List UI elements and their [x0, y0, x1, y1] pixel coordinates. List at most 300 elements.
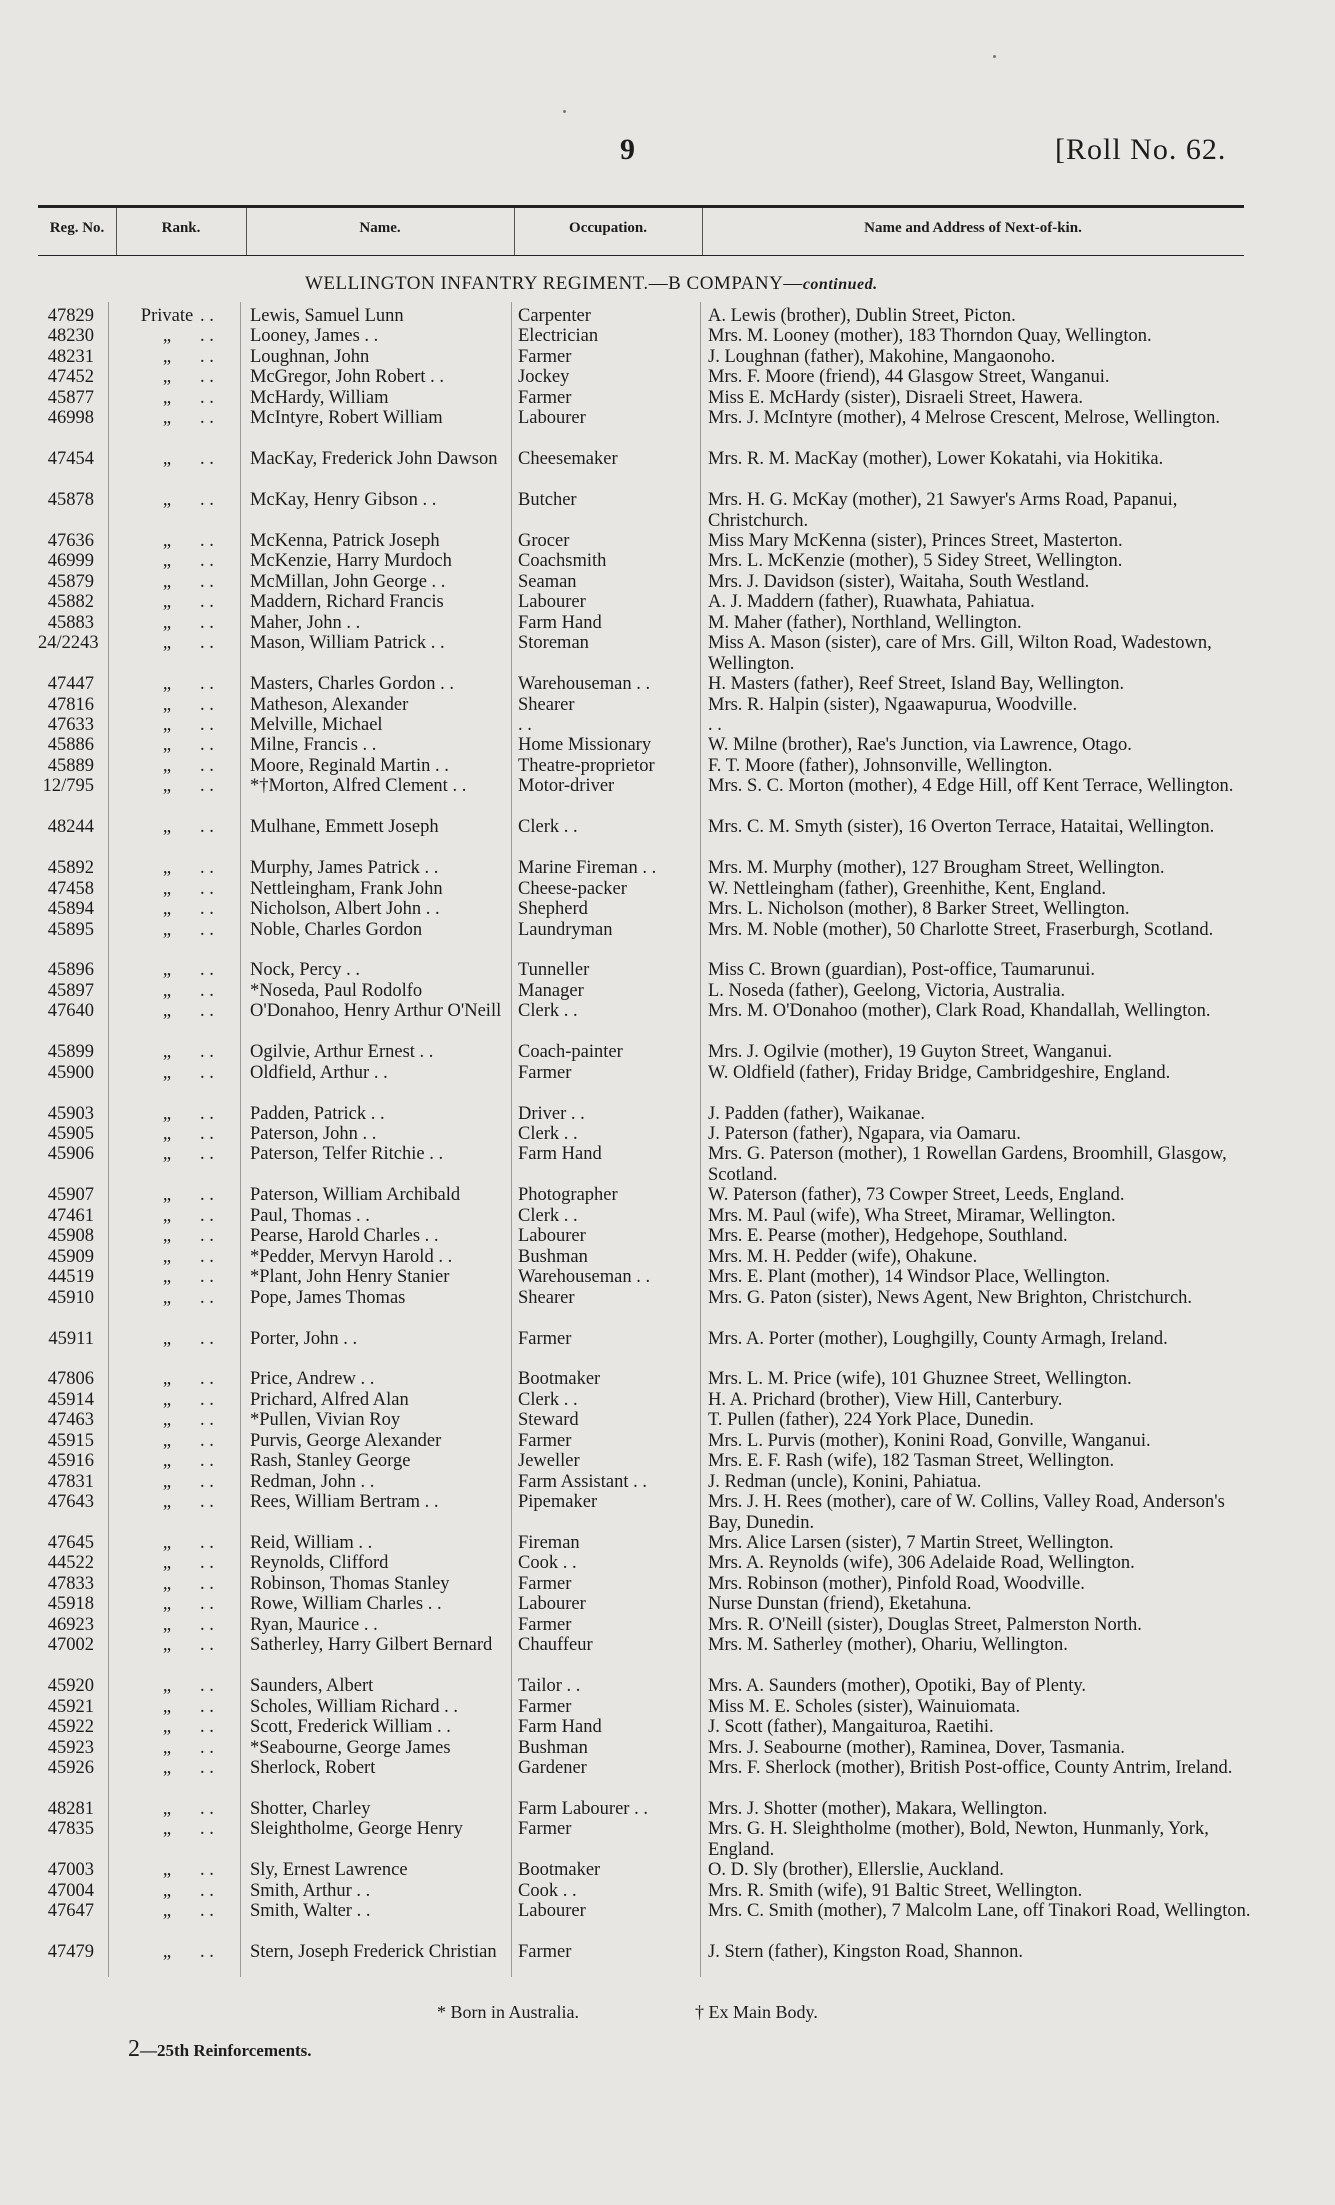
footnote-born-australia: * Born in Australia.	[437, 2002, 579, 2022]
occupation: Tunneller	[518, 960, 590, 981]
occupation: Coachsmith	[518, 551, 607, 572]
soldier-name: Shotter, Charley	[250, 1798, 371, 1819]
occupation: Cheesemaker	[518, 449, 618, 470]
leader-dots: . .	[200, 1226, 214, 1247]
rank: „	[162, 1144, 172, 1165]
reinforcements-label	[128, 2036, 312, 2063]
occupation: Grocer	[518, 530, 570, 551]
reg-number: 44522	[47, 1553, 94, 1574]
reg-number: 47002	[47, 1635, 94, 1656]
leader-dots: . .	[200, 1901, 214, 1922]
rank: „	[162, 1205, 172, 1226]
next-of-kin: Mrs. G. Paton (sister), News Agent, New Brighton, Christchurch.	[708, 1287, 1193, 1308]
rank: „	[162, 1880, 172, 1901]
reg-number: 45908	[47, 1226, 94, 1247]
next-of-kin: H. Masters (father), Reef Street, Island Bay, Wellington.	[708, 674, 1125, 695]
next-of-kin: Mrs. M. Looney (mother), 183 Thorndon Quay, Wellington.	[708, 326, 1152, 347]
next-of-kin: Mrs. E. Plant (mother), 14 Windsor Place, Wellington.	[708, 1267, 1110, 1288]
next-of-kin: . .	[708, 715, 722, 735]
occupation: Farmer	[518, 1430, 572, 1451]
next-of-kin: Mrs. R. M. MacKay (mother), Lower Kokatahi, via Hokitika.	[708, 449, 1164, 470]
occupation: Bushman	[518, 1246, 588, 1267]
column-divider	[511, 302, 512, 1977]
next-of-kin: A. J. Maddern (father), Ruawhata, Pahiatua.	[708, 592, 1035, 613]
reg-number: 45907	[47, 1185, 94, 1206]
leader-dots: . .	[200, 408, 214, 429]
footnote-ex-main-body: † Ex Main Body.	[695, 2002, 818, 2022]
next-of-kin: Mrs. E. F. Rash (wife), 182 Tasman Street, Wellington.	[708, 1451, 1115, 1472]
column-divider	[108, 302, 109, 1977]
leader-dots: . .	[200, 612, 214, 633]
paper-speck	[993, 55, 996, 58]
rank: „	[162, 612, 172, 633]
leader-dots: . .	[200, 592, 214, 613]
header-divider	[702, 208, 703, 255]
leader-dots: . .	[200, 1267, 214, 1288]
soldier-name: McKenzie, Harry Murdoch	[250, 551, 452, 572]
leader-dots: . .	[200, 387, 214, 408]
next-of-kin: Mrs. R. O'Neill (sister), Douglas Street, Palmerston North.	[708, 1614, 1142, 1635]
next-of-kin: Mrs. M. O'Donahoo (mother), Clark Road, Khandallah, Wellington.	[708, 1001, 1211, 1022]
occupation: Farmer	[518, 1696, 572, 1717]
soldier-name: Paterson, William Archibald	[250, 1185, 461, 1206]
occupation: Bootmaker	[518, 1369, 601, 1390]
leader-dots: . .	[200, 1246, 214, 1267]
rank: „	[162, 817, 172, 838]
occupation: Coach-painter	[518, 1042, 623, 1063]
rank: „	[162, 1696, 172, 1717]
occupation: . .	[518, 715, 532, 735]
reg-number: 47816	[47, 694, 94, 715]
soldier-name: O'Donahoo, Henry Arthur O'Neill	[250, 1001, 502, 1022]
soldier-name: Nettleingham, Frank John	[250, 878, 443, 899]
rank: „	[162, 1369, 172, 1390]
soldier-name: Redman, John . .	[250, 1471, 375, 1492]
reg-number: 45892	[47, 858, 94, 879]
occupation: Farm Hand	[518, 612, 602, 633]
next-of-kin: Mrs. J. Shotter (mother), Makara, Wellington.	[708, 1798, 1048, 1819]
paper-speck	[563, 110, 566, 113]
next-of-kin: J. Stern (father), Kingston Road, Shannon.	[708, 1942, 1023, 1962]
leader-dots: . .	[200, 1553, 214, 1574]
next-of-kin: Mrs. J. Ogilvie (mother), 19 Guyton Street, Wanganui.	[708, 1042, 1113, 1063]
soldier-name: Pearse, Harold Charles . .	[250, 1226, 439, 1247]
next-of-kin: Mrs. M. H. Pedder (wife), Ohakune.	[708, 1246, 978, 1267]
reg-number: 47463	[47, 1410, 94, 1431]
occupation: Labourer	[518, 592, 586, 613]
rank: „	[162, 899, 172, 920]
soldier-name: Pope, James Thomas	[250, 1287, 406, 1308]
reg-number: 45926	[47, 1757, 94, 1778]
next-of-kin: Miss Mary McKenna (sister), Princes Street, Masterton.	[708, 530, 1123, 551]
occupation: Laundryman	[518, 919, 613, 940]
soldier-name: Prichard, Alfred Alan	[250, 1389, 409, 1410]
rank: „	[162, 1635, 172, 1656]
leader-dots: . .	[200, 449, 214, 470]
soldier-name: McMillan, John George . .	[250, 571, 446, 592]
next-of-kin: J. Paterson (father), Ngapara, via Oamaru.	[708, 1124, 1021, 1144]
occupation: Marine Fireman . .	[518, 858, 657, 879]
reg-number: 45918	[47, 1594, 94, 1615]
leader-dots: . .	[200, 694, 214, 715]
occupation: Cook . .	[518, 1553, 577, 1574]
leader-dots: . .	[200, 899, 214, 920]
soldier-name: Stern, Joseph Frederick Christian	[250, 1942, 497, 1962]
reg-number: 47633	[47, 715, 94, 735]
next-of-kin: Mrs. M. Murphy (mother), 127 Brougham Street, Wellington.	[708, 858, 1165, 879]
reg-number: 47806	[47, 1369, 94, 1390]
rank: „	[162, 490, 172, 511]
next-of-kin: Mrs. L. McKenzie (mother), 5 Sidey Street, Wellington.	[708, 551, 1123, 572]
next-of-kin: Mrs. A. Saunders (mother), Opotiki, Bay of Plenty.	[708, 1676, 1087, 1697]
occupation: Cook . .	[518, 1880, 577, 1901]
occupation: Shearer	[518, 1287, 575, 1308]
occupation: Farm Hand	[518, 1144, 602, 1165]
soldier-name: Price, Andrew . .	[250, 1369, 375, 1390]
occupation: Bootmaker	[518, 1860, 601, 1881]
rank: „	[162, 387, 172, 408]
next-of-kin: Mrs. M. Paul (wife), Wha Street, Miramar, Wellington.	[708, 1205, 1116, 1226]
soldier-name: Maher, John . .	[250, 612, 361, 633]
reg-number: 47452	[47, 367, 94, 388]
rank: „	[162, 1573, 172, 1594]
occupation: Cheese-packer	[518, 878, 627, 899]
soldier-name: *Pullen, Vivian Roy	[250, 1410, 401, 1431]
rank: „	[162, 1901, 172, 1922]
leader-dots: . .	[200, 1410, 214, 1431]
soldier-name: Padden, Patrick . .	[250, 1103, 385, 1124]
rank: „	[162, 1819, 172, 1840]
column-divider	[700, 302, 701, 1977]
occupation: Chauffeur	[518, 1635, 593, 1656]
rank: „	[162, 1533, 172, 1553]
occupation: Fireman	[518, 1533, 580, 1553]
soldier-name: Ryan, Maurice . .	[250, 1614, 378, 1635]
next-of-kin: Mrs. S. C. Morton (mother), 4 Edge Hill, off Kent Terrace, Wellington.	[708, 776, 1234, 797]
occupation: Farmer	[518, 1614, 572, 1635]
leader-dots: . .	[200, 980, 214, 1001]
rank: „	[162, 1942, 172, 1962]
reinforcements-number: 2	[128, 2036, 140, 2062]
rank: „	[162, 960, 172, 981]
reg-number: 47461	[47, 1205, 94, 1226]
reg-number: 46999	[47, 551, 94, 572]
reg-number: 45895	[47, 919, 94, 940]
rank: „	[162, 1410, 172, 1431]
soldier-name: Sly, Ernest Lawrence	[250, 1860, 408, 1881]
header-divider	[246, 208, 247, 255]
reg-number: 45877	[47, 387, 94, 408]
reg-number: 45911	[48, 1328, 94, 1349]
leader-dots: . .	[200, 306, 214, 326]
reg-number: 47458	[47, 878, 94, 899]
occupation: Shearer	[518, 694, 575, 715]
reg-number: 45900	[47, 1062, 94, 1083]
leader-dots: . .	[200, 715, 214, 735]
rank: „	[162, 551, 172, 572]
rank: „	[162, 674, 172, 695]
soldier-name: Milne, Francis . .	[250, 735, 377, 756]
reg-number: 45916	[47, 1451, 94, 1472]
reg-number: 12/795	[42, 776, 94, 797]
rank: „	[162, 571, 172, 592]
next-of-kin: M. Maher (father), Northland, Wellington.	[708, 612, 1022, 633]
leader-dots: . .	[200, 1001, 214, 1022]
reg-number: 45889	[47, 755, 94, 776]
header-divider	[116, 208, 117, 255]
leader-dots: . .	[200, 1430, 214, 1451]
leader-dots: . .	[200, 1717, 214, 1738]
leader-dots: . .	[200, 1798, 214, 1819]
reg-number: 47636	[47, 530, 94, 551]
soldier-name: McKay, Henry Gibson . .	[250, 490, 437, 511]
next-of-kin: Mrs. J. Seabourne (mother), Raminea, Dover, Tasmania.	[708, 1737, 1125, 1758]
occupation: Home Missionary	[518, 735, 652, 756]
next-of-kin: F. T. Moore (father), Johnsonville, Wellington.	[708, 755, 1053, 776]
soldier-name: Purvis, George Alexander	[250, 1430, 442, 1451]
reg-number: 47640	[47, 1001, 94, 1022]
leader-dots: . .	[200, 1328, 214, 1349]
header-occupation: Occupation.	[569, 220, 647, 236]
soldier-name: McIntyre, Robert William	[250, 408, 443, 429]
occupation: Farmer	[518, 1942, 572, 1962]
leader-dots: . .	[200, 1880, 214, 1901]
rank: „	[162, 1798, 172, 1819]
leader-dots: . .	[200, 633, 214, 654]
occupation: Tailor . .	[518, 1676, 581, 1697]
reg-number: 45920	[47, 1676, 94, 1697]
leader-dots: . .	[200, 1614, 214, 1635]
soldier-name: Reid, William . .	[250, 1533, 373, 1553]
next-of-kin: Mrs. J. McIntyre (mother), 4 Melrose Crescent, Melrose, Wellington.	[708, 408, 1220, 429]
leader-dots: . .	[200, 367, 214, 388]
next-of-kin: Mrs. J. Davidson (sister), Waitaha, South Westland.	[708, 571, 1090, 592]
rank: „	[162, 878, 172, 899]
next-of-kin: L. Noseda (father), Geelong, Victoria, Australia.	[708, 980, 1066, 1001]
soldier-name: Oldfield, Arthur . .	[250, 1062, 388, 1083]
leader-dots: . .	[200, 1676, 214, 1697]
leader-dots: . .	[200, 1819, 214, 1840]
rank: „	[162, 367, 172, 388]
soldier-name: *Seabourne, George James	[250, 1737, 451, 1758]
reg-number: 47003	[47, 1860, 94, 1881]
rank: „	[162, 735, 172, 756]
soldier-name: McHardy, William	[250, 387, 389, 408]
occupation: Jeweller	[518, 1451, 580, 1472]
soldier-name: Rowe, William Charles . .	[250, 1594, 442, 1615]
occupation: Warehouseman . .	[518, 1267, 651, 1288]
reg-number: 45923	[47, 1737, 94, 1758]
reg-number: 45922	[47, 1717, 94, 1738]
header-reg-no: Reg. No.	[49, 220, 105, 236]
reg-number: 47829	[47, 306, 94, 326]
next-of-kin: Mrs. H. G. McKay (mother), 21 Sawyer's Arms Road, Papanui, Christchurch.	[708, 490, 1178, 531]
rank: „	[162, 1226, 172, 1247]
next-of-kin: Miss C. Brown (guardian), Post-office, Taumarunui.	[708, 960, 1095, 981]
leader-dots: . .	[200, 326, 214, 347]
soldier-name: Rees, William Bertram . .	[250, 1492, 439, 1513]
rank: „	[162, 776, 172, 797]
rank: „	[162, 755, 172, 776]
soldier-name: Melville, Michael	[250, 715, 383, 735]
next-of-kin: Mrs. A. Porter (mother), Loughgilly, County Armagh, Ireland.	[708, 1328, 1168, 1349]
reg-number: 47454	[47, 449, 94, 470]
occupation: Farmer	[518, 346, 572, 367]
occupation: Labourer	[518, 408, 586, 429]
reg-number: 45899	[47, 1042, 94, 1063]
rank: „	[162, 346, 172, 367]
leader-dots: . .	[200, 346, 214, 367]
occupation: Clerk . .	[518, 817, 578, 838]
soldier-name: Mason, William Patrick . .	[250, 633, 445, 654]
occupation: Farmer	[518, 1573, 572, 1594]
soldier-name: Nicholson, Albert John . .	[250, 899, 440, 920]
soldier-name: *Noseda, Paul Rodolfo	[250, 980, 423, 1001]
next-of-kin: Mrs. L. Purvis (mother), Konini Road, Gonville, Wanganui.	[708, 1430, 1151, 1451]
soldier-name: Reynolds, Clifford	[250, 1553, 389, 1574]
occupation: Storeman	[518, 633, 589, 654]
rank: „	[162, 1389, 172, 1410]
header-divider	[514, 208, 515, 255]
leader-dots: . .	[200, 1635, 214, 1656]
reg-number: 47447	[47, 674, 94, 695]
reinforcements-text: —25th Reinforcements.	[140, 2041, 312, 2060]
leader-dots: . .	[200, 1737, 214, 1758]
rank: „	[162, 1103, 172, 1124]
leader-dots: . .	[200, 817, 214, 838]
occupation: Carpenter	[518, 306, 591, 326]
occupation: Steward	[518, 1410, 579, 1431]
occupation: Gardener	[518, 1757, 587, 1778]
section-title	[305, 273, 878, 295]
reg-number: 45882	[47, 592, 94, 613]
reg-number: 45879	[47, 571, 94, 592]
rank: „	[162, 1062, 172, 1083]
leader-dots: . .	[200, 1144, 214, 1165]
header-top-rule	[38, 205, 1244, 208]
occupation: Labourer	[518, 1594, 586, 1615]
reg-number: 24/2243	[38, 633, 99, 654]
header-bottom-rule	[38, 255, 1244, 256]
leader-dots: . .	[200, 1451, 214, 1472]
leader-dots: . .	[200, 1594, 214, 1615]
occupation: Driver . .	[518, 1103, 585, 1124]
reg-number: 47645	[47, 1533, 94, 1553]
leader-dots: . .	[200, 878, 214, 899]
soldier-name: McKenna, Patrick Joseph	[250, 530, 440, 551]
rank: „	[162, 1737, 172, 1758]
leader-dots: . .	[200, 1492, 214, 1513]
leader-dots: . .	[200, 1696, 214, 1717]
soldier-name: Noble, Charles Gordon	[250, 919, 423, 940]
rank: „	[162, 1594, 172, 1615]
next-of-kin: Mrs. C. Smith (mother), 7 Malcolm Lane, off Tinakori Road, Wellington.	[708, 1901, 1251, 1922]
next-of-kin: Mrs. R. Smith (wife), 91 Baltic Street, Wellington.	[708, 1880, 1083, 1901]
reg-number: 45878	[47, 490, 94, 511]
reg-number: 45894	[47, 899, 94, 920]
leader-dots: . .	[200, 490, 214, 511]
leader-dots: . .	[200, 1533, 214, 1553]
leader-dots: . .	[200, 1103, 214, 1124]
section-continued: continued.	[802, 276, 878, 293]
rank: „	[162, 408, 172, 429]
leader-dots: . .	[200, 551, 214, 572]
soldier-name: *†Morton, Alfred Clement . .	[250, 776, 467, 797]
rank: „	[162, 1757, 172, 1778]
soldier-name: Masters, Charles Gordon . .	[250, 674, 454, 695]
occupation: Farm Assistant . .	[518, 1471, 647, 1492]
soldier-name: Lewis, Samuel Lunn	[250, 306, 404, 326]
occupation: Photographer	[518, 1185, 618, 1206]
next-of-kin: Mrs. R. Halpin (sister), Ngaawapurua, Woodville.	[708, 694, 1078, 715]
rank: „	[162, 1287, 172, 1308]
next-of-kin: Mrs. M. Noble (mother), 50 Charlotte Street, Fraserburgh, Scotland.	[708, 919, 1214, 940]
soldier-name: Paterson, John . .	[250, 1124, 377, 1144]
soldier-name: Paterson, Telfer Ritchie . .	[250, 1144, 444, 1165]
soldier-name: Satherley, Harry Gilbert Bernard	[250, 1635, 493, 1656]
reg-number: 47833	[47, 1573, 94, 1594]
next-of-kin: Mrs. Robinson (mother), Pinfold Road, Woodville.	[708, 1573, 1085, 1594]
soldier-name: Saunders, Albert	[250, 1676, 374, 1697]
leader-dots: . .	[200, 1185, 214, 1206]
soldier-name: Paul, Thomas . .	[250, 1205, 370, 1226]
leader-dots: . .	[200, 1471, 214, 1492]
soldier-name: Mulhane, Emmett Joseph	[250, 817, 439, 838]
occupation: Labourer	[518, 1226, 586, 1247]
soldier-name: Looney, James . .	[250, 326, 379, 347]
occupation: Clerk . .	[518, 1001, 578, 1022]
reg-number: 45909	[47, 1246, 94, 1267]
reg-number: 45914	[47, 1389, 94, 1410]
next-of-kin: W. Nettleingham (father), Greenhithe, Kent, England.	[708, 878, 1106, 899]
occupation: Pipemaker	[518, 1492, 598, 1513]
next-of-kin: J. Loughnan (father), Makohine, Mangaonoho.	[708, 346, 1056, 367]
next-of-kin: J. Scott (father), Mangaituroa, Raetihi.	[708, 1717, 994, 1738]
occupation: Electrician	[518, 326, 599, 347]
occupation: Farm Hand	[518, 1717, 602, 1738]
next-of-kin: Mrs. Alice Larsen (sister), 7 Martin Street, Wellington.	[708, 1533, 1114, 1553]
header-name: Name.	[359, 220, 401, 236]
occupation: Farmer	[518, 1819, 572, 1840]
soldier-name: McGregor, John Robert . .	[250, 367, 444, 388]
next-of-kin: Miss M. E. Scholes (sister), Wainuiomata.	[708, 1696, 1021, 1717]
reg-number: 45915	[47, 1430, 94, 1451]
header-next-of-kin: Name and Address of Next-of-kin.	[864, 220, 1082, 236]
soldier-name: Loughnan, John	[250, 346, 370, 367]
occupation: Warehouseman . .	[518, 674, 651, 695]
reg-number: 45921	[47, 1696, 94, 1717]
rank: „	[162, 1492, 172, 1513]
next-of-kin: Miss E. McHardy (sister), Disraeli Street, Hawera.	[708, 387, 1084, 408]
next-of-kin: W. Milne (brother), Rae's Junction, via Lawrence, Otago.	[708, 735, 1132, 756]
rank: „	[162, 633, 172, 654]
header-rank: Rank.	[161, 220, 201, 236]
rank: „	[162, 1042, 172, 1063]
leader-dots: . .	[200, 858, 214, 879]
reg-number: 45905	[47, 1124, 94, 1144]
reg-number: 48230	[47, 326, 94, 347]
leader-dots: . .	[200, 1860, 214, 1881]
leader-dots: . .	[200, 1205, 214, 1226]
next-of-kin: W. Paterson (father), 73 Cowper Street, Leeds, England.	[708, 1185, 1125, 1206]
reg-number: 45906	[47, 1144, 94, 1165]
reg-number: 47643	[47, 1492, 94, 1513]
leader-dots: . .	[200, 1124, 214, 1144]
reg-number: 48244	[47, 817, 94, 838]
rank: „	[162, 1614, 172, 1635]
reg-number: 47004	[47, 1880, 94, 1901]
rank: „	[162, 919, 172, 940]
